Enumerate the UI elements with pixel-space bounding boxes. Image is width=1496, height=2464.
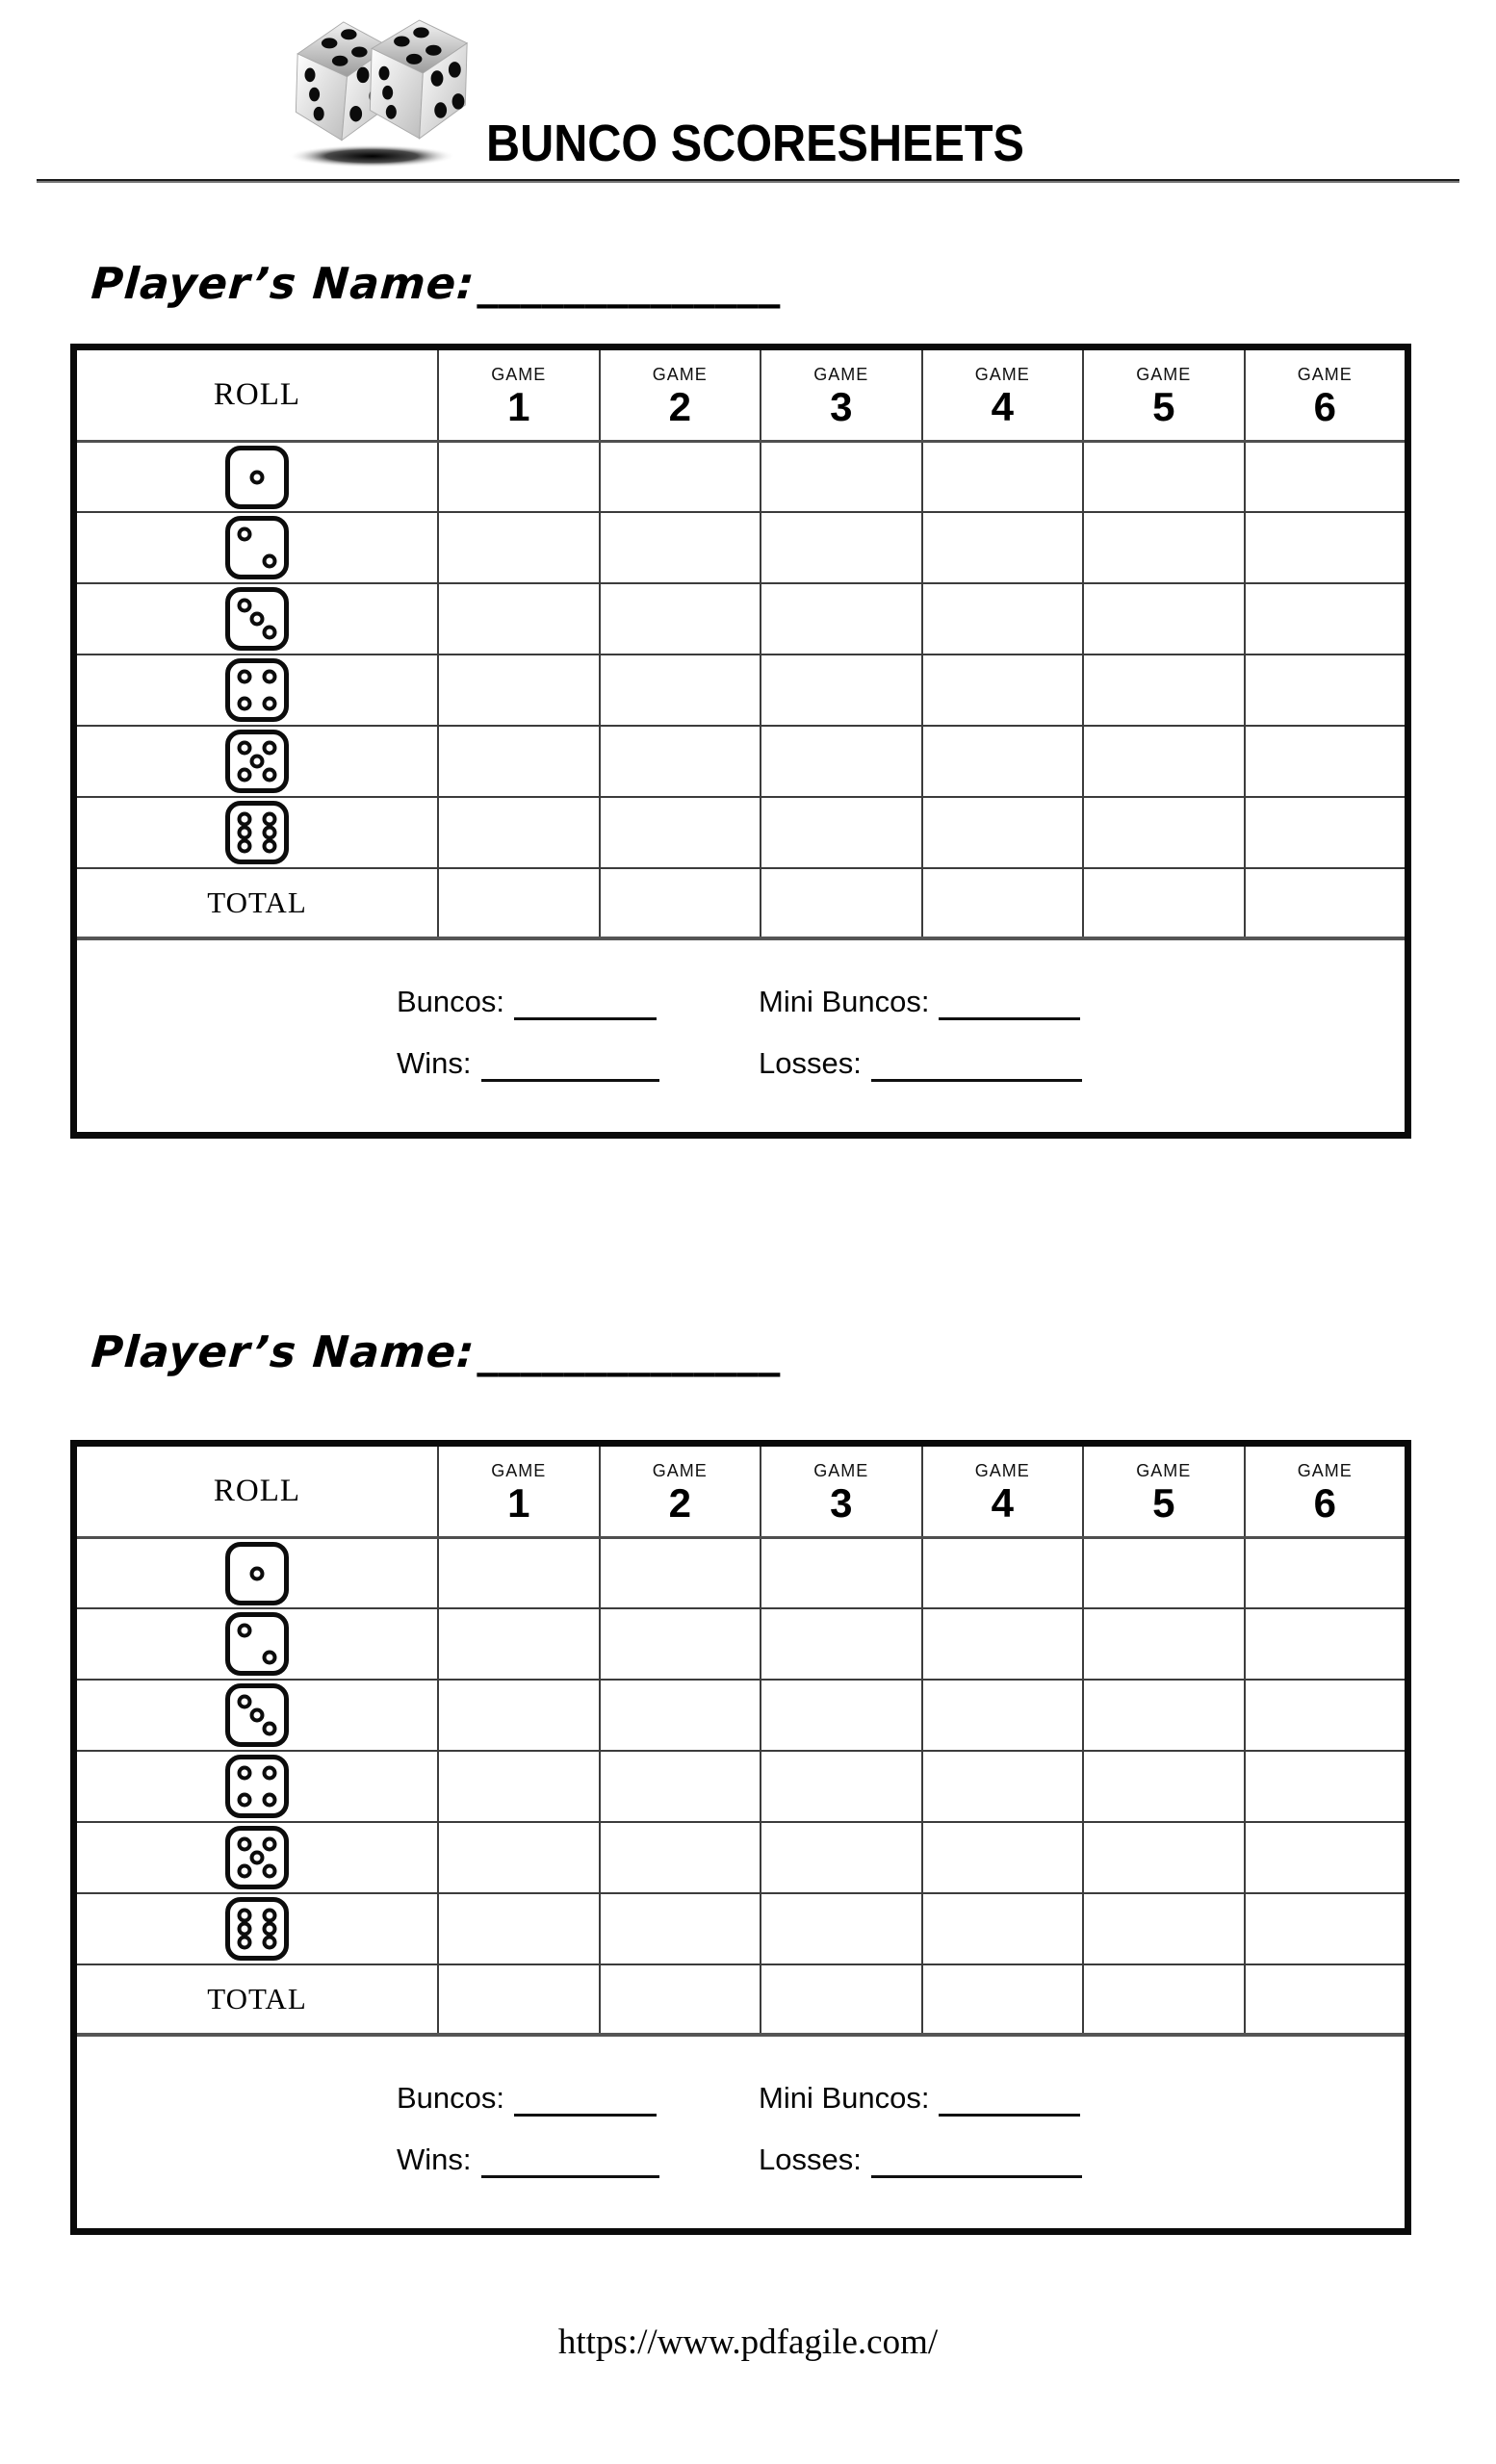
score-cell[interactable] <box>599 727 761 796</box>
score-cell[interactable] <box>599 1823 761 1892</box>
score-cell[interactable] <box>1244 727 1406 796</box>
score-cell[interactable] <box>437 513 599 582</box>
summary-area <box>77 937 1405 1132</box>
score-table-2 <box>70 1440 1411 2235</box>
game-3-header <box>760 350 921 440</box>
score-cell[interactable] <box>921 1681 1083 1750</box>
game-number: 3 <box>830 384 853 429</box>
total-cell[interactable] <box>921 869 1083 937</box>
game-label: GAME <box>652 1461 708 1480</box>
total-cell[interactable] <box>1244 869 1406 937</box>
roll-row-6 <box>77 796 1405 867</box>
game-number: 5 <box>1152 1480 1175 1526</box>
score-cell[interactable] <box>1244 1752 1406 1821</box>
score-cell[interactable] <box>599 1752 761 1821</box>
score-cell[interactable] <box>599 513 761 582</box>
game-label: GAME <box>652 365 708 384</box>
score-cell[interactable] <box>921 1752 1083 1821</box>
game-label: GAME <box>1297 1461 1353 1480</box>
player-name-blank[interactable]: ______________ <box>477 258 781 309</box>
score-cell[interactable] <box>1244 1894 1406 1964</box>
right-die-icon <box>370 20 467 139</box>
game-number: 4 <box>991 1480 1014 1526</box>
player-name-label: Player’s Name: <box>90 258 477 309</box>
game-label: GAME <box>974 1461 1030 1480</box>
roll-row-3 <box>77 582 1405 654</box>
score-cell[interactable] <box>760 1681 921 1750</box>
die-1-icon <box>225 1542 289 1605</box>
score-cell[interactable] <box>921 1823 1083 1892</box>
score-cell[interactable] <box>1244 1681 1406 1750</box>
losses-blank[interactable] <box>871 1079 1082 1082</box>
game-label: GAME <box>491 1461 547 1480</box>
game-5-header <box>1082 350 1244 440</box>
game-number: 4 <box>991 384 1014 429</box>
roll-header: ROLL <box>213 377 301 412</box>
score-table-1 <box>70 344 1411 1139</box>
header-divider <box>37 179 1459 181</box>
game-number: 6 <box>1313 1480 1336 1526</box>
score-cell[interactable] <box>921 584 1083 654</box>
game-label: GAME <box>813 365 869 384</box>
game-label: GAME <box>1136 365 1192 384</box>
roll-row-5 <box>77 1821 1405 1892</box>
roll-row-2 <box>77 511 1405 582</box>
score-cell[interactable] <box>1244 655 1406 725</box>
score-cell[interactable] <box>599 584 761 654</box>
roll-row-4 <box>77 1750 1405 1821</box>
mini-buncos-label: Mini Buncos: <box>759 2081 930 2115</box>
wins-label: Wins: <box>397 1046 472 1080</box>
score-cell[interactable] <box>1244 513 1406 582</box>
score-cell[interactable] <box>1244 443 1406 511</box>
die-3-icon <box>225 1683 289 1747</box>
score-cell[interactable] <box>921 513 1083 582</box>
game-1-header <box>437 1447 599 1536</box>
mini-buncos-field <box>759 985 1080 1019</box>
total-cell[interactable] <box>437 869 599 937</box>
mini-buncos-label: Mini Buncos: <box>759 985 930 1018</box>
game-number: 2 <box>668 384 691 429</box>
score-cell[interactable] <box>599 443 761 511</box>
score-cell[interactable] <box>1082 655 1244 725</box>
score-cell[interactable] <box>437 1609 599 1679</box>
roll-die-cell <box>77 798 437 867</box>
total-cell[interactable] <box>760 1965 921 2033</box>
buncos-field <box>397 2081 657 2116</box>
wins-blank[interactable] <box>481 2175 659 2178</box>
total-row <box>77 867 1405 937</box>
score-cell[interactable] <box>1244 1539 1406 1607</box>
die-2-icon <box>225 1612 289 1676</box>
table-header-row <box>77 350 1405 440</box>
score-cell[interactable] <box>1244 584 1406 654</box>
score-cell[interactable] <box>599 1681 761 1750</box>
wins-blank[interactable] <box>481 1079 659 1082</box>
game-label: GAME <box>813 1461 869 1480</box>
score-cell[interactable] <box>921 443 1083 511</box>
roll-row-2 <box>77 1607 1405 1679</box>
total-label: TOTAL <box>207 886 307 919</box>
score-cell[interactable] <box>437 1823 599 1892</box>
score-cell[interactable] <box>1082 1894 1244 1964</box>
game-number: 5 <box>1152 384 1175 429</box>
total-label: TOTAL <box>207 1982 307 2015</box>
score-cell[interactable] <box>437 1681 599 1750</box>
score-cell[interactable] <box>1244 1823 1406 1892</box>
roll-die-cell <box>77 443 437 511</box>
buncos-blank[interactable] <box>514 2114 657 2117</box>
game-label: GAME <box>491 365 547 384</box>
losses-label: Losses: <box>759 1046 862 1080</box>
total-cell[interactable] <box>921 1965 1083 2033</box>
die-6-icon <box>225 801 289 864</box>
score-cell[interactable] <box>921 1539 1083 1607</box>
score-cell[interactable] <box>1082 1681 1244 1750</box>
score-cell[interactable] <box>760 655 921 725</box>
losses-blank[interactable] <box>871 2175 1082 2178</box>
score-cell[interactable] <box>760 1539 921 1607</box>
die-5-icon <box>225 730 289 793</box>
score-cell[interactable] <box>921 727 1083 796</box>
roll-row-1 <box>77 440 1405 511</box>
roll-row-4 <box>77 654 1405 725</box>
total-cell[interactable] <box>599 1965 761 2033</box>
score-cell[interactable] <box>599 1539 761 1607</box>
total-cell[interactable] <box>437 1965 599 2033</box>
score-cell[interactable] <box>1244 1609 1406 1679</box>
score-cell[interactable] <box>921 1609 1083 1679</box>
game-1-header <box>437 350 599 440</box>
score-cell[interactable] <box>437 1894 599 1964</box>
score-cell[interactable] <box>760 1752 921 1821</box>
roll-die-cell <box>77 1894 437 1964</box>
buncos-label: Buncos: <box>397 2081 505 2115</box>
game-number: 3 <box>830 1480 853 1526</box>
losses-field <box>759 2143 1082 2177</box>
summary-area <box>77 2033 1405 2228</box>
score-cell[interactable] <box>760 443 921 511</box>
score-cell[interactable] <box>921 1894 1083 1964</box>
total-cell[interactable] <box>1082 869 1244 937</box>
wins-field <box>397 1046 659 1081</box>
roll-row-1 <box>77 1536 1405 1607</box>
total-cell[interactable] <box>599 869 761 937</box>
score-cell[interactable] <box>599 798 761 867</box>
score-cell[interactable] <box>760 1823 921 1892</box>
player-name-row <box>91 258 780 309</box>
die-4-icon <box>225 1755 289 1818</box>
die-3-icon <box>225 587 289 651</box>
score-cell[interactable] <box>437 443 599 511</box>
roll-header: ROLL <box>213 1474 301 1508</box>
score-cell[interactable] <box>1082 1752 1244 1821</box>
buncos-blank[interactable] <box>514 1017 657 1020</box>
die-2-icon <box>225 516 289 579</box>
roll-row-3 <box>77 1679 1405 1750</box>
die-4-icon <box>225 658 289 722</box>
score-cell[interactable] <box>760 1894 921 1964</box>
total-cell[interactable] <box>1082 1965 1244 2033</box>
die-6-icon <box>225 1897 289 1961</box>
roll-die-cell <box>77 1539 437 1607</box>
site-url-link[interactable]: https://www.pdfagile.com/ <box>557 2323 939 2362</box>
mini-buncos-blank[interactable] <box>939 1017 1080 1020</box>
game-number: 1 <box>507 384 530 429</box>
score-cell[interactable] <box>760 1609 921 1679</box>
player-name-blank[interactable]: ______________ <box>477 1326 781 1377</box>
score-cell[interactable] <box>1082 1823 1244 1892</box>
player-name-label: Player’s Name: <box>90 1326 477 1377</box>
roll-die-cell <box>77 513 437 582</box>
score-cell[interactable] <box>599 1894 761 1964</box>
total-row <box>77 1964 1405 2033</box>
score-cell[interactable] <box>437 584 599 654</box>
roll-die-cell <box>77 655 437 725</box>
score-cell[interactable] <box>921 798 1083 867</box>
score-cell[interactable] <box>437 798 599 867</box>
buncos-field <box>397 985 657 1019</box>
game-2-header <box>599 350 761 440</box>
roll-die-cell <box>77 1752 437 1821</box>
roll-die-cell <box>77 1823 437 1892</box>
game-label: GAME <box>974 365 1030 384</box>
game-4-header <box>921 350 1083 440</box>
player-name-row <box>91 1326 780 1377</box>
roll-die-cell <box>77 1681 437 1750</box>
roll-die-cell <box>77 584 437 654</box>
roll-die-cell <box>77 727 437 796</box>
roll-row-6 <box>77 1892 1405 1964</box>
score-cell[interactable] <box>760 798 921 867</box>
wins-field <box>397 2143 659 2177</box>
score-cell[interactable] <box>1082 1609 1244 1679</box>
score-cell[interactable] <box>437 1539 599 1607</box>
game-number: 1 <box>507 1480 530 1526</box>
score-cell[interactable] <box>437 727 599 796</box>
score-cell[interactable] <box>1244 798 1406 867</box>
table-header-row <box>77 1447 1405 1536</box>
game-number: 6 <box>1313 384 1336 429</box>
score-cell[interactable] <box>1082 798 1244 867</box>
game-6-header <box>1244 1447 1406 1536</box>
game-3-header <box>760 1447 921 1536</box>
die-1-icon <box>225 446 289 509</box>
losses-label: Losses: <box>759 2143 862 2176</box>
game-label: GAME <box>1297 365 1353 384</box>
wins-label: Wins: <box>397 2143 472 2176</box>
game-2-header <box>599 1447 761 1536</box>
score-cell[interactable] <box>1082 584 1244 654</box>
mini-buncos-blank[interactable] <box>939 2114 1080 2117</box>
score-cell[interactable] <box>760 513 921 582</box>
score-cell[interactable] <box>599 655 761 725</box>
page-title: BUNCO SCORESHEETS <box>486 115 1024 172</box>
roll-row-5 <box>77 725 1405 796</box>
score-cell[interactable] <box>1082 513 1244 582</box>
score-cell[interactable] <box>760 584 921 654</box>
game-label: GAME <box>1136 1461 1192 1480</box>
game-number: 2 <box>668 1480 691 1526</box>
score-cell[interactable] <box>437 655 599 725</box>
score-cell[interactable] <box>1082 727 1244 796</box>
score-cell[interactable] <box>760 727 921 796</box>
score-cell[interactable] <box>437 1752 599 1821</box>
two-dice-icon <box>268 4 479 175</box>
buncos-label: Buncos: <box>397 985 505 1018</box>
die-5-icon <box>225 1826 289 1889</box>
mini-buncos-field <box>759 2081 1080 2116</box>
game-4-header <box>921 1447 1083 1536</box>
score-cell[interactable] <box>599 1609 761 1679</box>
total-cell[interactable] <box>1244 1965 1406 2033</box>
game-6-header <box>1244 350 1406 440</box>
game-5-header <box>1082 1447 1244 1536</box>
total-cell[interactable] <box>760 869 921 937</box>
roll-die-cell <box>77 1609 437 1679</box>
score-cell[interactable] <box>1082 443 1244 511</box>
score-cell[interactable] <box>1082 1539 1244 1607</box>
score-cell[interactable] <box>921 655 1083 725</box>
losses-field <box>759 1046 1082 1081</box>
